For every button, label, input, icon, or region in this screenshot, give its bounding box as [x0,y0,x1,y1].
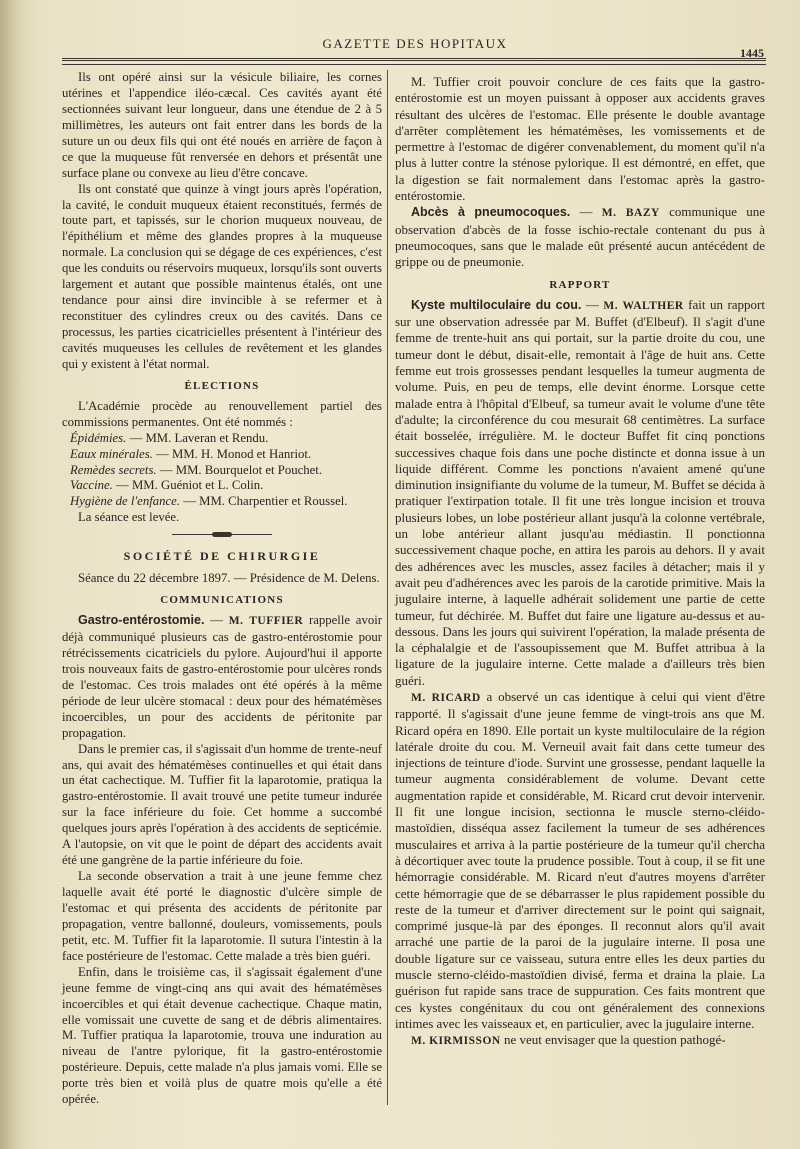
paragraph: Ils ont constaté que quinze à vingt jours après l'opération, la cavité, le conduit muqueux étaient reconstitués, fermés de toute part, et tapissés, sur le chorion muqueux nouveau, de l'épithélium et même des glandes propres à la muqueuse normale. La conclusion qui se dégage de ces expériences, c'est que les conduits ou réservoirs muqueux, lorsqu'ils sont ouverts largement et autant que possible maintenus étalés, ont une tendance pour ainsi dire invincible à se refermer et à reconstituer des cylindres creux ou des cavités. Dans ce processus, les parties cicatricielles présentent à l'intérieur des cavités muqueuses les cellules de revêtement et les glandes qui y existent à l'état normal. [62,181,382,371]
paragraph: Dans le premier cas, il s'agissait d'un homme de trente-neuf ans, qui avait des hématémèses continuelles et qui était dans un état cachectique. M. Tuffier fit la laparotomie, pratiqua la gastro-entérostomie. Il avait trouvé une petite tumeur indurée sur la face inférieure du foie. Cet homme a succombé quelques jours après l'opération à des accidents de septicémie. A l'autopsie, on vit que le point de départ des accidents avait été une gangrène de la partie inférieure du foie. [62,741,382,868]
page-binding-shadow [0,0,24,1149]
paragraph-abces: Abcès à pneumocoques. — M. BAZY communique une observation d'abcès de la fosse ischio-rectale contenant du pus à pneumocoques, sans que le malade eût présenté aucun antécédent de grippe ou de pneumonie. [395,204,765,270]
elections-list [62,431,382,511]
paragraph-text: a observé un cas identique à celui qui vient d'être rapporté. Il s'agissait d'une jeune femme de vingt-trois ans que M. Ricard opéra en 1890. Elle portait un kyste multiloculaire de la région latérale droite du cou. M. Verneuil avait fait dans cette tumeur des injections de teinture d'iode. Survint une grossesse, pendant laquelle la tumeur augmenta considérablement de volume. Devant cette augmentation rapide et considérable, M. Ricard crut devoir intervenir. Il fit une longue incision, sectionna le muscle sterno-cléido-mastoïdien, disséqua assez facilement la tumeur de ses adhérences musculaires et arriva à la partie postérieure de la tumeur qu'il chercha à décortiquer avec toute la prudence possible. Tout à coup, il se fit une hémorragie considérable. M. Ricard n'eut d'autres moyens d'arrêter cette hémorragie que de se débarrasser le plus rapidement possible du reste de la tumeur et d'arriver directement sur le point qui saignait, comprimé jusque-là par des éponges. Il reconnut alors qu'il avait arraché une partie de la paroi de la jugulaire interne. Il posa une double ligature sur ce vaisseau, sutura entre elles les deux parties du muscle sterno-cléido-mastoïdien divisé, ferma et draina la plaie. La guérison fut rapide sans trace de suppuration. Ces faits montrent que ces kystes congénitaux du cou ont généralement des connexions intimes avec les vaisseaux et, en particulier, avec la jugulaire interne. [395,688,766,1031]
section-heading-society: SOCIÉTÉ DE CHIRURGIE [123,549,321,564]
paragraph-ricard [395,689,765,1032]
speaker-name: M. WALTHER [603,299,684,312]
header-double-rule [62,58,766,61]
topic-heading: Gastro-entérostomie. [78,613,205,628]
paragraph-text: fait un rapport sur une observation adressée par M. Buffet (d'Elbeuf). Il s'agit d'une femme de trente-huit ans qui portait, sur la partie droite du cou, une tumeur dont le début, disait-elle, remontait à l'âge de huit ans. Cette femme eut trois grossesses pendant lesquelles la tumeur augmenta de volume. Puis, en peu de temps, elle devint énorme. Lorsque cette malade entra à l'hôpital d'Elbeuf, sa tumeur avait le volume d'une tête d'adulte; la circonférence du cou mesurait 68 centimètres. La surface était bosselée, irrégulière. M. le docteur Buffet fit cinq ponctions successives chaque fois dans une poche distincte et donna issue à un liquide différent. Comme les ponctions n'avaient amené qu'une diminution insignifiante du volume de la tumeur, M. Buffet se décida à pratiquer l'extirpation totale. Il fit une très longue incision et trouva plusieurs lobes, un lobe postérieur allant jusqu'à la colonne vertébrale, un lobe antérieur allant jusqu'au médiastin. Il ponctionna successivement chaque poche, en attira les parois au dehors. Il y avait des adhérences avec les muscles, assez faciles à détacher; mais il y avait peu d'adhérences avec les parois de la carotide primitive. Mais la jugulaire interne, à laquelle adhérait solidement une partie de cette tumeur, fut déchirée. M. Buffet dut faire une ligature au-dessus et au-dessous. Dans les jours qui suivirent l'opération, la malade présenta de la céphalalgie et de l'assoupissement que M. Buffet attribua à la ligature de la jugulaire interne. Cette malade a d'ailleurs très bien guéri. [395,296,765,688]
section-heading-rapport: RAPPORT [549,278,611,291]
speaker-name: M. KIRMISSON [411,1035,501,1048]
paragraph: M. Tuffier croit pouvoir conclure de ces faits que la gastro-entérostomie est un moyen puissant à opposer aux accidents graves résultant des ulcères de l'estomac. Elle présente le double avantage d'arrêter complètement les hématémèses, les vomissements et de permettre à l'estomac de digérer convenablement, du moment qu'il n'a plus à lutter contre la sténose pylorique. Il est démontré, en effet, que la digestion se fait normalement dans l'estomac après la gastro-entérostomie. [395,74,765,204]
paragraph-kyste: Kyste multiloculaire du cou. — M. WALTHER fait un rapport sur une observation adressée par M. Buffet (d'Elbeuf). Il s'agit d'une femme de trente-huit ans qui portait, sur la partie droite du cou, une tumeur dont le début, disait-elle, remontait à l'âge de huit ans. Cette femme eut trois grossesses pendant lesquelles la tumeur augmenta de volume. Puis, en peu de temps, elle devint énorme. Lorsque cette malade entra à l'hôpital d'Elbeuf, sa tumeur avait le volume d'une tête d'adulte; la circonférence du cou mesurait 68 centimètres. La surface était bosselée, irrégulière. M. le docteur Buffet fit cinq ponctions successives chaque fois dans une poche distincte et donna issue à un liquide différent. Comme les ponctions n'avaient amené qu'une diminution insignifiante du volume de la tumeur, M. Buffet se décida à pratiquer l'extirpation totale. Il fit une très longue incision et trouva plusieurs lobes, un lobe postérieur allant jusqu'à la colonne vertébrale, un lobe antérieur allant jusqu'au médiastin. Il ponctionna successivement chaque poche, en attira les parois au dehors. Il y avait des adhérences avec les muscles, assez faciles à détacher; mais il y avait peu d'adhérences avec les parois de la carotide primitive. Mais la jugulaire interne, à laquelle adhérait solidement une partie de cette tumeur, fut déchirée. M. Buffet dut faire une ligature au-dessus et au-dessous. Dans les jours qui suivirent l'opération, la malade présenta de la céphalalgie et de l'assoupissement que M. Buffet attribua à la ligature de la jugulaire interne. Cette malade a d'ailleurs très bien guéri. [395,296,765,688]
paragraph-text: communique une observation d'abcès de la fosse ischio-rectale contenant du pus à pneumocoques, sans que le malade eût présenté aucun antécédent de grippe ou de pneumonie. [395,204,765,270]
paragraph: Ils ont opéré ainsi sur la vésicule biliaire, les cornes utérines et l'appendice iléo-cæcal. Ces cavités ayant été sectionnées suivant leur longueur, dans une étendue de 2 à 5 millimètres, les auteurs ont fait entrer dans les bords de la suture un ou deux fils qui ont été noués en arrière de façon à ce que la muqueuse fût renversée en dehors et présentât une surface plane ou convexe au lieu d'être concave. [62,70,382,180]
section-heading-elections: ÉLECTIONS [184,379,260,392]
commission-name: Épidémies. [70,430,127,445]
speaker-name: M. BAZY [601,207,660,220]
topic-heading: Abcès à pneumocoques. [411,205,571,220]
right-column [395,74,765,1050]
election-item [62,478,382,494]
paragraph: La seconde observation a trait à une jeune femme chez laquelle avait été porté le diagnostic d'ulcère simple de l'estomac et qui présenta des accidents de péritonite par propagation, ventre ballonné, douleurs, vomissements, pouls petit, etc. M. Tuffier fit la laparotomie. Il sutura l'intestin à la face postérieure de l'estomac. Cette malade a très bien guéri. [62,869,382,963]
left-column [62,70,382,1108]
commission-name: Hygiène de l'enfance. [70,494,180,509]
paragraph: L'Académie procède au renouvellement partiel des commissions permanentes. Ont été nommés : [62,398,382,429]
session-line: Séance du 22 décembre 1897. — Présidence de M. Delens. [78,571,380,586]
commission-name: Vaccine. [70,478,113,493]
paragraph: La séance est levée. [78,510,180,525]
members: — MM. Guéniot et L. Colin. [112,478,264,493]
journal-title: GAZETTE DES HOPITAUX [322,36,508,51]
section-separator [172,534,272,535]
page-header [60,36,770,60]
members: — MM. Bourquelot et Pouchet. [156,462,323,477]
election-item [62,431,382,447]
election-item [62,463,382,479]
page-number: 1445 [740,46,764,60]
column-divider [387,70,388,1105]
separator-ornament [212,532,232,537]
commission-name: Remèdes secrets. [70,462,157,477]
topic-heading: Kyste multiloculaire du cou. [411,297,582,312]
speaker-name: M. TUFFIER [228,615,304,628]
members: — MM. H. Monod et Hanriot. [152,446,312,461]
election-item [62,494,382,510]
header-rule [62,64,766,65]
members: — MM. Charpentier et Roussel. [180,494,348,509]
members: — MM. Laveran et Rendu. [126,430,269,445]
paragraph-kirmisson [395,1032,765,1049]
paragraph-text: rappelle avoir déjà communiqué plusieurs cas de gastro-entérostomie pour rétrécissements cicatriciels du pylore. Aujourd'hui il apporte trois nouveaux faits de gastro-entérostomie pour ulcères ronds de l'estomac. Ces trois malades ont été opérés à la même période de leur ulcère stomacal : deux pour des hématémèses incoercibles, un pour des accidents de péritonite par propagation. [62,613,383,740]
section-heading-communications: COMMUNICATIONS [160,594,284,607]
speaker-name: M. RICARD [411,691,481,704]
paragraph-text: ne veut envisager que la question pathogé- [500,1032,726,1048]
paragraph-gastro: Gastro-entérostomie. — M. TUFFIER rappelle avoir déjà communiqué plusieurs cas de gastro-entérostomie pour rétrécissements cicatriciels du pylore. Aujourd'hui il apporte trois nouveaux faits de gastro-entérostomie pour ulcères ronds de l'estomac. Ces trois malades ont été opérés à la même période de leur ulcère stomacal : deux pour des hématémèses incoercibles, un pour des accidents de péritonite par propagation. [62,613,383,740]
commission-name: Eaux minérales. [70,446,153,461]
election-item [62,447,382,463]
paragraph: Enfin, dans le troisième cas, il s'agissait également d'une jeune femme de vingt-cinq ans qui avait des hématémèses incoercibles et qui était devenue cachectique. Chaque matin, elle vomissait une cuvette de sang et de débris alimentaires. M. Tuffier pratiqua la laparotomie, trouva une induration au niveau de l'antre pylorique, fit la gastro-entérostomie postérieure. Depuis, cette malade n'a plus jamais vomi. Elle se porte très bien et voilà plus de quatre mois qu'elle a été opérée. [62,964,382,1107]
